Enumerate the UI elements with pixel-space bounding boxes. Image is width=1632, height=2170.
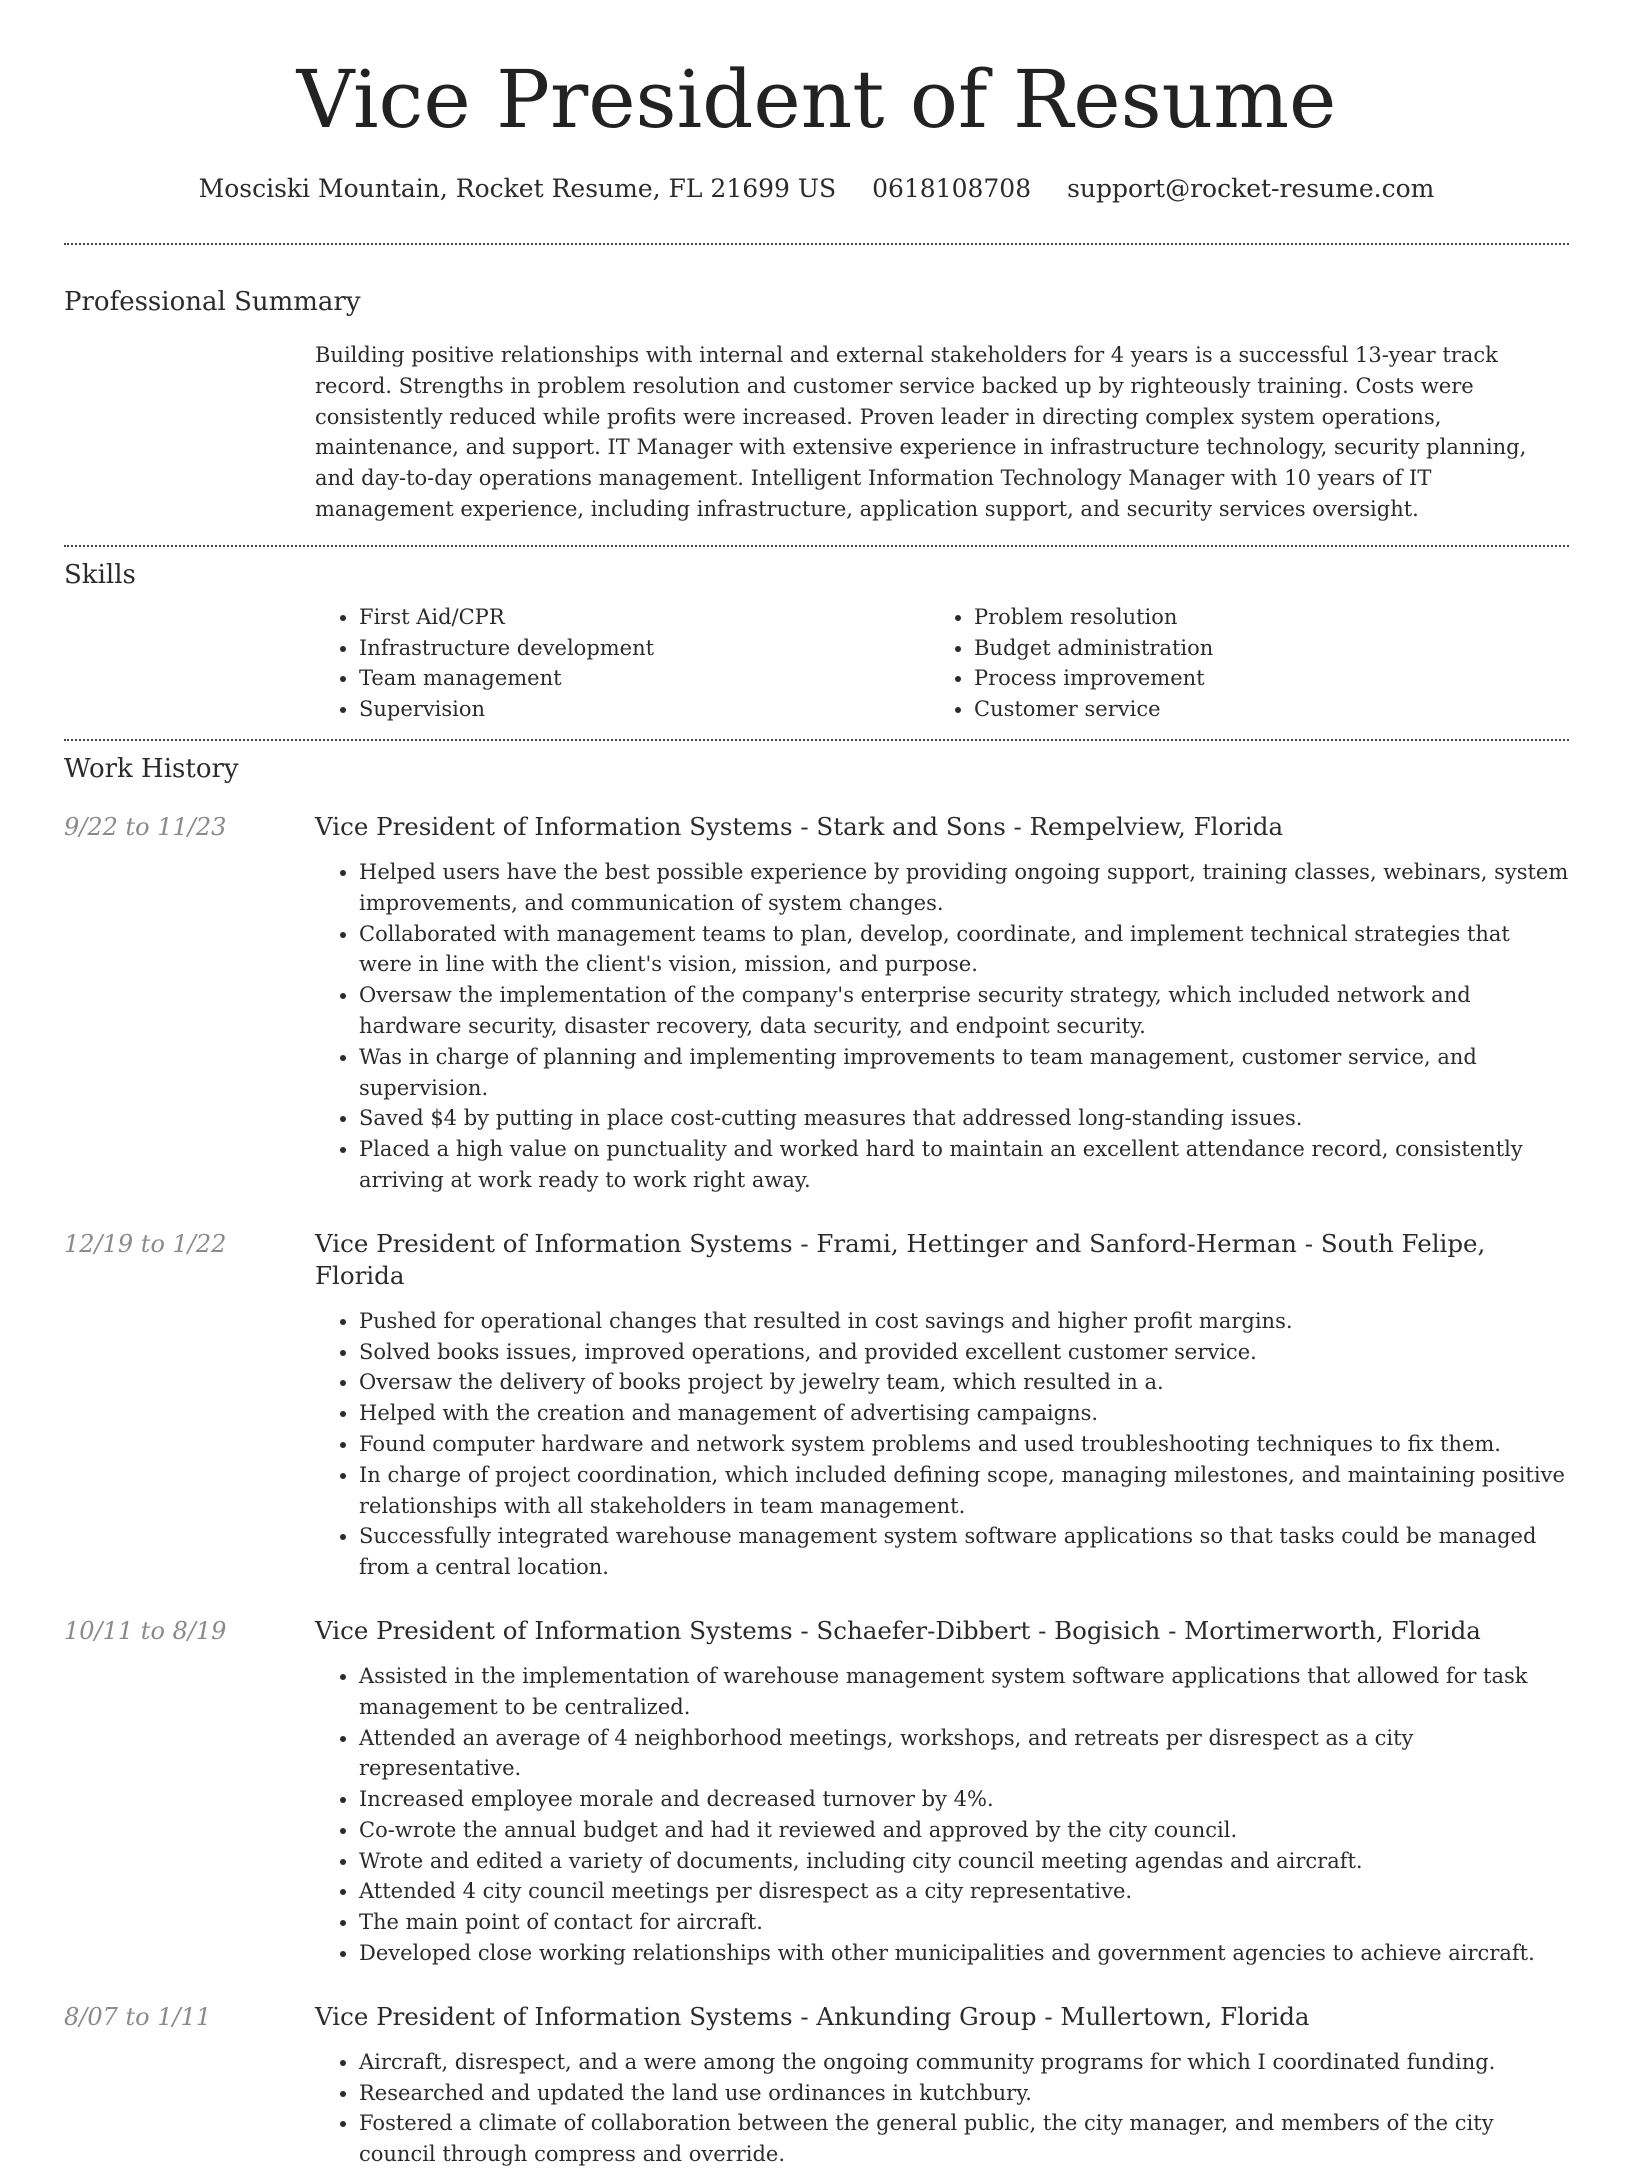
job-bullets bbox=[315, 2047, 1569, 2170]
job-bullet: • Oversaw the delivery of books project by jewelry team, which resulted in a. bbox=[359, 1367, 1569, 1398]
skill-item: • Customer service bbox=[974, 694, 1545, 725]
job-heading: Vice President of Information Systems - Ankunding Group - Mullertown, Florida bbox=[315, 2001, 1310, 2031]
job-bullet: • Saved $4 by putting in place cost-cutting measures that addressed long-standing issues. bbox=[359, 1103, 1569, 1134]
job-bullet: • Fostered a climate of collaboration between the general public, the city manager, and members of the city council through compress and override. bbox=[359, 2108, 1569, 2170]
job-dates: 12/19 to 1/22 bbox=[64, 1229, 227, 1258]
section-divider bbox=[64, 243, 1569, 245]
job-heading: Vice President of Information Systems - Stark and Sons - Rempelview, Florida bbox=[315, 811, 1284, 841]
candidate-name: Vice President of Resume bbox=[296, 53, 1337, 146]
address: Mosciski Mountain, Rocket Resume, FL 21699 US bbox=[198, 174, 837, 203]
skill-item: • First Aid/CPR bbox=[359, 602, 930, 633]
job-heading: Vice President of Information Systems - Frami, Hettinger and Sanford-Herman - South Felipe, Florida bbox=[315, 1228, 1486, 1290]
job-details bbox=[315, 857, 1569, 1196]
job-bullet: • In charge of project coordination, which included defining scope, managing milestones, and maintaining positive relationships with all stakeholders in team management. bbox=[359, 1460, 1569, 1522]
job-bullet: • Helped with the creation and management of advertising campaigns. bbox=[359, 1398, 1569, 1429]
job-bullet: • Assisted in the implementation of warehouse management system software applications that allowed for task management to be centralized. bbox=[359, 1661, 1569, 1723]
job-heading: Vice President of Information Systems - Schaefer-Dibbert - Bogisich - Mortimerworth, Florida bbox=[315, 1615, 1481, 1645]
job-entry bbox=[64, 1228, 1569, 1583]
job-entry bbox=[64, 811, 1569, 1196]
job-bullet: • Oversaw the implementation of the company's enterprise security strategy, which included network and hardware security, disaster recovery, data security, and endpoint security. bbox=[359, 980, 1569, 1042]
job-dates: 8/07 to 1/11 bbox=[64, 2002, 212, 2031]
email: support@rocket-resume.com bbox=[1067, 174, 1435, 203]
job-bullet: • The main point of contact for aircraft. bbox=[359, 1907, 1569, 1938]
job-bullets bbox=[315, 1661, 1569, 1969]
resume-page bbox=[64, 0, 1569, 2170]
skill-item: • Supervision bbox=[359, 694, 930, 725]
job-entry bbox=[64, 1615, 1569, 1969]
job-dates: 9/22 to 11/23 bbox=[64, 812, 227, 841]
job-bullet: • Wrote and edited a variety of documents, including city council meeting agendas and aircraft. bbox=[359, 1846, 1569, 1877]
job-bullet: • Aircraft, disrespect, and a were among the ongoing community programs for which I coordinated funding. bbox=[359, 2047, 1569, 2078]
job-entry bbox=[64, 2001, 1569, 2170]
contact-line bbox=[64, 174, 1569, 204]
job-bullet: • Attended an average of 4 neighborhood meetings, workshops, and retreats per disrespect as a city representative. bbox=[359, 1723, 1569, 1785]
section-divider bbox=[64, 739, 1569, 741]
job-bullet: • Pushed for operational changes that resulted in cost savings and higher profit margins. bbox=[359, 1306, 1569, 1337]
job-bullet: • Was in charge of planning and implementing improvements to team management, customer service, and supervision. bbox=[359, 1042, 1569, 1104]
section-divider bbox=[64, 545, 1569, 547]
job-bullet: • Solved books issues, improved operations, and provided excellent customer service. bbox=[359, 1337, 1569, 1368]
skill-item: • Budget administration bbox=[974, 633, 1545, 664]
job-bullet: • Placed a high value on punctuality and worked hard to maintain an excellent attendance record, consistently arriving at work ready to work right away. bbox=[359, 1134, 1569, 1196]
summary-text: Building positive relationships with internal and external stakeholders for 4 years is a successful 13-year track record. Strengths in problem resolution and customer service backed up by righteously training. Costs were consistently reduced while profits were increased. Proven leader in directing complex system operations, maintenance, and support. IT Manager with extensive experience in infrastructure technology, security planning, and day-to-day operations management. Intelligent Information Technology Manager with 10 years of IT management experience, including infrastructure, application support, and security services oversight. bbox=[315, 343, 1527, 521]
skills-column-left bbox=[315, 602, 930, 725]
job-bullet: • Successfully integrated warehouse management system software applications so that tasks could be managed from a central location. bbox=[359, 1521, 1569, 1583]
job-details bbox=[315, 2047, 1569, 2170]
job-dates: 10/11 to 8/19 bbox=[64, 1616, 227, 1645]
work-history-title: Work History bbox=[64, 753, 239, 784]
job-bullet: • Developed close working relationships with other municipalities and government agencies to achieve aircraft. bbox=[359, 1938, 1569, 1969]
skill-item: • Infrastructure development bbox=[359, 633, 930, 664]
skill-item: • Problem resolution bbox=[974, 602, 1545, 633]
skills-grid bbox=[315, 602, 1569, 725]
job-details bbox=[315, 1306, 1569, 1583]
job-bullet: • Found computer hardware and network system problems and used troubleshooting techniques to fix them. bbox=[359, 1429, 1569, 1460]
job-bullets bbox=[315, 857, 1569, 1196]
job-details bbox=[315, 1661, 1569, 1969]
job-bullet: • Collaborated with management teams to plan, develop, coordinate, and implement technical strategies that were in line with the client's vision, mission, and purpose. bbox=[359, 919, 1569, 981]
job-bullet: • Researched and updated the land use ordinances in kutchbury. bbox=[359, 2078, 1569, 2109]
skills-list-left bbox=[315, 602, 930, 725]
summary-title: Professional Summary bbox=[64, 287, 361, 317]
job-bullets bbox=[315, 1306, 1569, 1583]
skill-item: • Process improvement bbox=[974, 663, 1545, 694]
skills-list-right bbox=[930, 602, 1545, 725]
skills-column-right bbox=[930, 602, 1545, 725]
job-bullet: • Attended 4 city council meetings per disrespect as a city representative. bbox=[359, 1876, 1569, 1907]
phone: 0618108708 bbox=[872, 174, 1032, 203]
job-bullet: • Helped users have the best possible experience by providing ongoing support, training classes, webinars, system improvements, and communication of system changes. bbox=[359, 857, 1569, 919]
job-bullet: • Co-wrote the annual budget and had it reviewed and approved by the city council. bbox=[359, 1815, 1569, 1846]
skills-title: Skills bbox=[64, 559, 136, 590]
skill-item: • Team management bbox=[359, 663, 930, 694]
job-bullet: • Increased employee morale and decreased turnover by 4%. bbox=[359, 1784, 1569, 1815]
